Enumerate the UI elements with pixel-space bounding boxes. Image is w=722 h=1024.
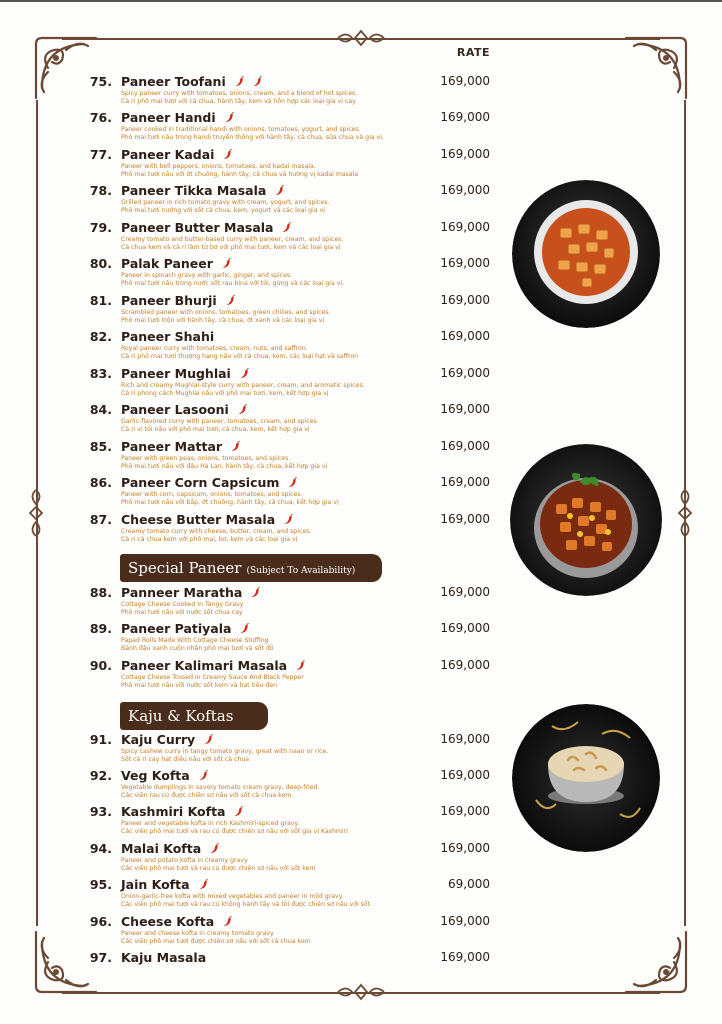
- cashew-curry-photo: [512, 704, 660, 852]
- item-name-wrapper: [121, 914, 232, 929]
- chili-spicy-icon: [198, 769, 208, 780]
- item-description-vi: Phô mai tươi nấu với ớt chuông, hành tây, cà chua và hương vị kadai masala: [121, 171, 359, 178]
- item-number: 87.: [89, 512, 112, 527]
- special-paneer-note: (Subject To Availability): [246, 566, 356, 576]
- item-name-wrapper: [121, 110, 234, 125]
- item-name: Cheese Butter Masala: [121, 512, 276, 527]
- item-name: Paneer Patiyala: [121, 621, 232, 636]
- item-name: Veg Kofta: [121, 768, 190, 783]
- item-price: 169,000: [440, 256, 490, 270]
- special-paneer-title: Special Paneer: [128, 559, 242, 577]
- item-description-en: Paneer and cheese kofta in creamy tomato gravy.: [121, 930, 275, 937]
- item-name-wrapper: [121, 183, 284, 198]
- item-price: 169,000: [440, 768, 490, 782]
- item-price: 169,000: [440, 147, 490, 161]
- kaju-koftas-banner: [120, 702, 268, 730]
- chili-spicy-icon: [234, 75, 244, 86]
- item-name: Kashmiri Kofta: [121, 804, 226, 819]
- item-name: Kaju Curry: [121, 732, 196, 747]
- item-description-en: Creamy tomato and butter-based curry with paneer, cream, and spices.: [121, 236, 344, 243]
- chili-spicy-icon: [283, 513, 293, 524]
- item-name: Paneer Corn Capsicum: [121, 475, 280, 490]
- item-number: 94.: [89, 841, 112, 856]
- item-description-en: Creamy tomato curry with cheese, butter, cream, and spices.: [121, 528, 312, 535]
- chili-spicy-icon: [239, 622, 249, 633]
- item-name-wrapper: [121, 804, 243, 819]
- item-description-en: Paneer with bell peppers, onions, tomatoes, and kadai masala.: [121, 163, 316, 170]
- item-description-vi: Phô mai tươi nấu trong handi truyền thống với hành tây, cà chua, sữa chua và gia vị.: [121, 134, 384, 141]
- item-description-vi: Sốt cà ri cay hạt điều nấu với sốt cà chua: [121, 756, 250, 763]
- corner-ornament-bottom-left-icon: [26, 930, 98, 1002]
- item-description-en: Garlic-flavored curry with paneer, tomatoes, cream, and spices.: [121, 418, 319, 425]
- item-name: Paneer Mattar: [121, 439, 223, 454]
- item-description-en: Cottage Cheese Tossed in Creamy Sauce And Black Pepper: [121, 674, 304, 681]
- chili-spicy-icon: [222, 148, 232, 159]
- item-name: Jain Kofta: [121, 877, 190, 892]
- item-description-vi: Bánh đậu xanh cuộn nhân phô mai tươi và sốt đỏ: [121, 645, 274, 652]
- item-number: 97.: [89, 950, 112, 965]
- item-description-en: Spicy paneer curry with tomatoes, onions, cream, and a blend of hot spices.: [121, 90, 358, 97]
- item-description-en: Paneer in spinach gravy with garlic, ginger, and spices.: [121, 272, 293, 279]
- item-number: 95.: [89, 877, 112, 892]
- item-description-en: Vegetable dumplings in savory tomato cream gravy, deep-fried.: [121, 784, 320, 791]
- item-description-en: Rich and creamy Mughlai-style curry with paneer, cream, and aromatic spices.: [121, 382, 365, 389]
- item-name: Malai Kofta: [121, 841, 202, 856]
- item-number: 90.: [89, 658, 112, 673]
- item-number: 91.: [89, 732, 112, 747]
- chili-spicy-icon: [252, 75, 262, 86]
- chili-spicy-icon: [225, 294, 235, 305]
- item-number: 81.: [89, 293, 112, 308]
- item-number: 83.: [89, 366, 112, 381]
- item-name-wrapper: [121, 293, 235, 308]
- special-paneer-banner: [120, 554, 382, 582]
- item-price: 169,000: [440, 183, 490, 197]
- item-name: Cheese Kofta: [121, 914, 215, 929]
- item-description-vi: Các viên phô mai tươi và rau củ được chiên sơ nấu với sốt kem: [121, 865, 316, 872]
- item-name: Panneer Maratha: [121, 585, 243, 600]
- item-number: 82.: [89, 329, 112, 344]
- item-description-en: Paneer and potato kofta in creamy gravy.: [121, 857, 249, 864]
- item-description-en: Paneer with corn, capsicum, onions, tomatoes, and spices.: [121, 491, 303, 498]
- item-name-wrapper: [121, 402, 247, 417]
- item-name: Paneer Lasooni: [121, 402, 229, 417]
- item-price: 169,000: [440, 804, 490, 818]
- item-description-vi: Cà ri phô mai tươi với cà chua, hành tây, kem và hỗn hợp các loại gia vị cay: [121, 98, 356, 105]
- item-name-wrapper: [121, 950, 206, 965]
- item-description-en: Onion-garlic-free kofta with mixed vegetables and paneer in mild gravy.: [121, 893, 344, 900]
- item-price: 169,000: [440, 110, 490, 124]
- chili-spicy-icon: [274, 184, 284, 195]
- item-price: 169,000: [440, 366, 490, 380]
- item-name-wrapper: [121, 475, 297, 490]
- item-number: 80.: [89, 256, 112, 271]
- item-description-en: Paneer cooked in traditional handi with onions, tomatoes, yogurt, and spices.: [121, 126, 361, 133]
- item-number: 96.: [89, 914, 112, 929]
- item-name: Paneer Kalimari Masala: [121, 658, 288, 673]
- item-name-wrapper: [121, 329, 214, 344]
- item-description-vi: Cà ri cà chua kem với phô mai, bơ, kem và các loại gia vị: [121, 536, 298, 543]
- item-number: 78.: [89, 183, 112, 198]
- item-description-vi: Cà chua kem và cà ri làm từ bơ với phô mai tươi, kem và các loại gia vị: [121, 244, 341, 251]
- item-number: 84.: [89, 402, 112, 417]
- item-name-wrapper: [121, 256, 231, 271]
- item-name-wrapper: [121, 585, 260, 600]
- item-price: 169,000: [440, 329, 490, 343]
- item-description-vi: Các viên phô mai tươi và rau củ được chiên sơ nấu với sốt gia vị Kashmiri: [121, 828, 348, 835]
- item-description-vi: Phô mai tươi nấu với nước sốt chua cay: [121, 609, 243, 616]
- item-name: Paneer Mughlai: [121, 366, 231, 381]
- chili-spicy-icon: [203, 733, 213, 744]
- item-number: 86.: [89, 475, 112, 490]
- item-number: 93.: [89, 804, 112, 819]
- chili-spicy-icon: [222, 915, 232, 926]
- item-description-vi: Phô mai tươi nấu với đậu Hà Lan, hành tây, cà chua, kết hợp gia vị: [121, 463, 328, 470]
- item-price: 169,000: [440, 950, 490, 964]
- item-description-en: Scrambled paneer with onions, tomatoes, green chilies, and spices.: [121, 309, 331, 316]
- chili-spicy-icon: [209, 842, 219, 853]
- item-name-wrapper: [121, 768, 208, 783]
- paneer-corn-capsicum-photo: [510, 444, 662, 596]
- item-name: Paneer Shahi: [121, 329, 215, 344]
- item-name-wrapper: [121, 147, 232, 162]
- item-price: 169,000: [440, 914, 490, 928]
- item-description-vi: Các viên phô mai tươi và rau củ không hành tây và tỏi được chiên sơ nấu với sốt: [121, 901, 371, 908]
- item-name-wrapper: [121, 732, 213, 747]
- item-name: Paneer Tikka Masala: [121, 183, 267, 198]
- item-description-en: Spicy cashew curry in tangy tomato gravy, great with naan or rice.: [121, 748, 329, 755]
- item-description-en: Royal paneer curry with tomatoes, cream, nuts, and saffron.: [121, 345, 308, 352]
- item-name-wrapper: [121, 621, 249, 636]
- item-name-wrapper: [121, 877, 208, 892]
- item-name-wrapper: [121, 366, 249, 381]
- chili-spicy-icon: [224, 111, 234, 122]
- item-description-vi: Cà ri vị tỏi nấu với phô mai tươi, cà chua, kem, kết hợp gia vị: [121, 426, 310, 433]
- item-name-wrapper: [121, 658, 305, 673]
- item-number: 92.: [89, 768, 112, 783]
- item-price: 169,000: [440, 585, 490, 599]
- item-name-wrapper: [121, 512, 293, 527]
- item-name: Paneer Handi: [121, 110, 216, 125]
- item-price: 169,000: [440, 732, 490, 746]
- item-name-wrapper: [121, 220, 291, 235]
- item-description-en: Grilled paneer in rich tomato gravy with cream, yogurt, and spices.: [121, 199, 330, 206]
- item-description-vi: Phô mai tươi nấu với bắp, ớt chuông, hành tây, cà chua, kết hợp gia vị: [121, 499, 339, 506]
- item-description-en: Papad Rolls Made With Cottage Cheese Stuffing: [121, 637, 269, 644]
- chili-spicy-icon: [221, 257, 231, 268]
- item-name: Kaju Masala: [121, 950, 207, 965]
- item-price: 69,000: [448, 877, 490, 891]
- item-price: 169,000: [440, 439, 490, 453]
- item-price: 169,000: [440, 402, 490, 416]
- chili-spicy-icon: [237, 403, 247, 414]
- item-number: 85.: [89, 439, 112, 454]
- rate-column-header: RATE: [456, 46, 490, 59]
- chili-spicy-icon: [250, 586, 260, 597]
- item-price: 169,000: [440, 74, 490, 88]
- bottom-center-ornament-icon: [336, 983, 386, 1001]
- right-center-ornament-icon: [676, 488, 694, 538]
- chili-spicy-icon: [295, 659, 305, 670]
- item-number: 76.: [89, 110, 112, 125]
- item-number: 77.: [89, 147, 112, 162]
- item-description-vi: Cà ri phô mai tươi thượng hạng nấu với cà chua, kem, các loại hạt và saffron: [121, 353, 359, 360]
- item-name-wrapper: [121, 74, 262, 89]
- item-description-vi: Phô mai tươi trộn với hành tây, cà chua, ớt xanh và các loại gia vị: [121, 317, 325, 324]
- item-name-wrapper: [121, 439, 240, 454]
- item-name: Palak Paneer: [121, 256, 213, 271]
- item-price: 169,000: [440, 512, 490, 526]
- corner-ornament-top-right-icon: [624, 28, 696, 100]
- item-description-vi: Các viên rau củ được chiên sơ nấu với sốt cà chua kem: [121, 792, 292, 799]
- chili-spicy-icon: [233, 805, 243, 816]
- item-description-en: Paneer with green peas, onions, tomatoes, and spices.: [121, 455, 291, 462]
- item-number: 89.: [89, 621, 112, 636]
- chili-spicy-icon: [287, 476, 297, 487]
- item-price: 169,000: [440, 658, 490, 672]
- item-description-vi: Phô mai tươi nấu với nước sốt kem và hạt tiêu đen: [121, 682, 278, 689]
- item-price: 169,000: [440, 475, 490, 489]
- item-price: 169,000: [440, 293, 490, 307]
- paneer-butter-masala-photo: [512, 180, 660, 328]
- item-price: 169,000: [440, 220, 490, 234]
- corner-ornament-top-left-icon: [26, 28, 98, 100]
- kaju-koftas-title: Kaju & Koftas: [128, 707, 234, 725]
- item-price: 169,000: [440, 841, 490, 855]
- corner-ornament-bottom-right-icon: [624, 930, 696, 1002]
- left-center-ornament-icon: [27, 488, 45, 538]
- item-description-vi: Phô mai tươi nướng với sốt cà chua, kem, yogurt và các loại gia vị: [121, 207, 325, 214]
- chili-spicy-icon: [239, 367, 249, 378]
- item-description-vi: Phô mai tươi nấu trong nước sốt rau bina với tỏi, gừng và các loại gia vị.: [121, 280, 345, 287]
- chili-spicy-icon: [230, 440, 240, 451]
- chili-spicy-icon: [281, 221, 291, 232]
- item-number: 75.: [89, 74, 112, 89]
- chili-spicy-icon: [198, 878, 208, 889]
- item-description-vi: Cà ri phong cách Mughlai nấu với phô mai tươi, kem, kết hợp gia vị: [121, 390, 329, 397]
- item-name: Paneer Kadai: [121, 147, 215, 162]
- item-number: 88.: [89, 585, 112, 600]
- item-description-en: Cottage Cheese Cooked In Tangy Gravy: [121, 601, 244, 608]
- item-name-wrapper: [121, 841, 219, 856]
- item-price: 169,000: [440, 621, 490, 635]
- item-description-en: Paneer and vegetable kofta in rich Kashmiri-spiced gravy.: [121, 820, 300, 827]
- item-number: 79.: [89, 220, 112, 235]
- item-description-vi: Các viên phô mai tươi được chiên sơ nấu với sốt cà chua kem: [121, 938, 311, 945]
- item-name: Paneer Toofani: [121, 74, 226, 89]
- item-name: Paneer Butter Masala: [121, 220, 274, 235]
- item-name: Paneer Bhurji: [121, 293, 217, 308]
- top-center-ornament-icon: [336, 29, 386, 47]
